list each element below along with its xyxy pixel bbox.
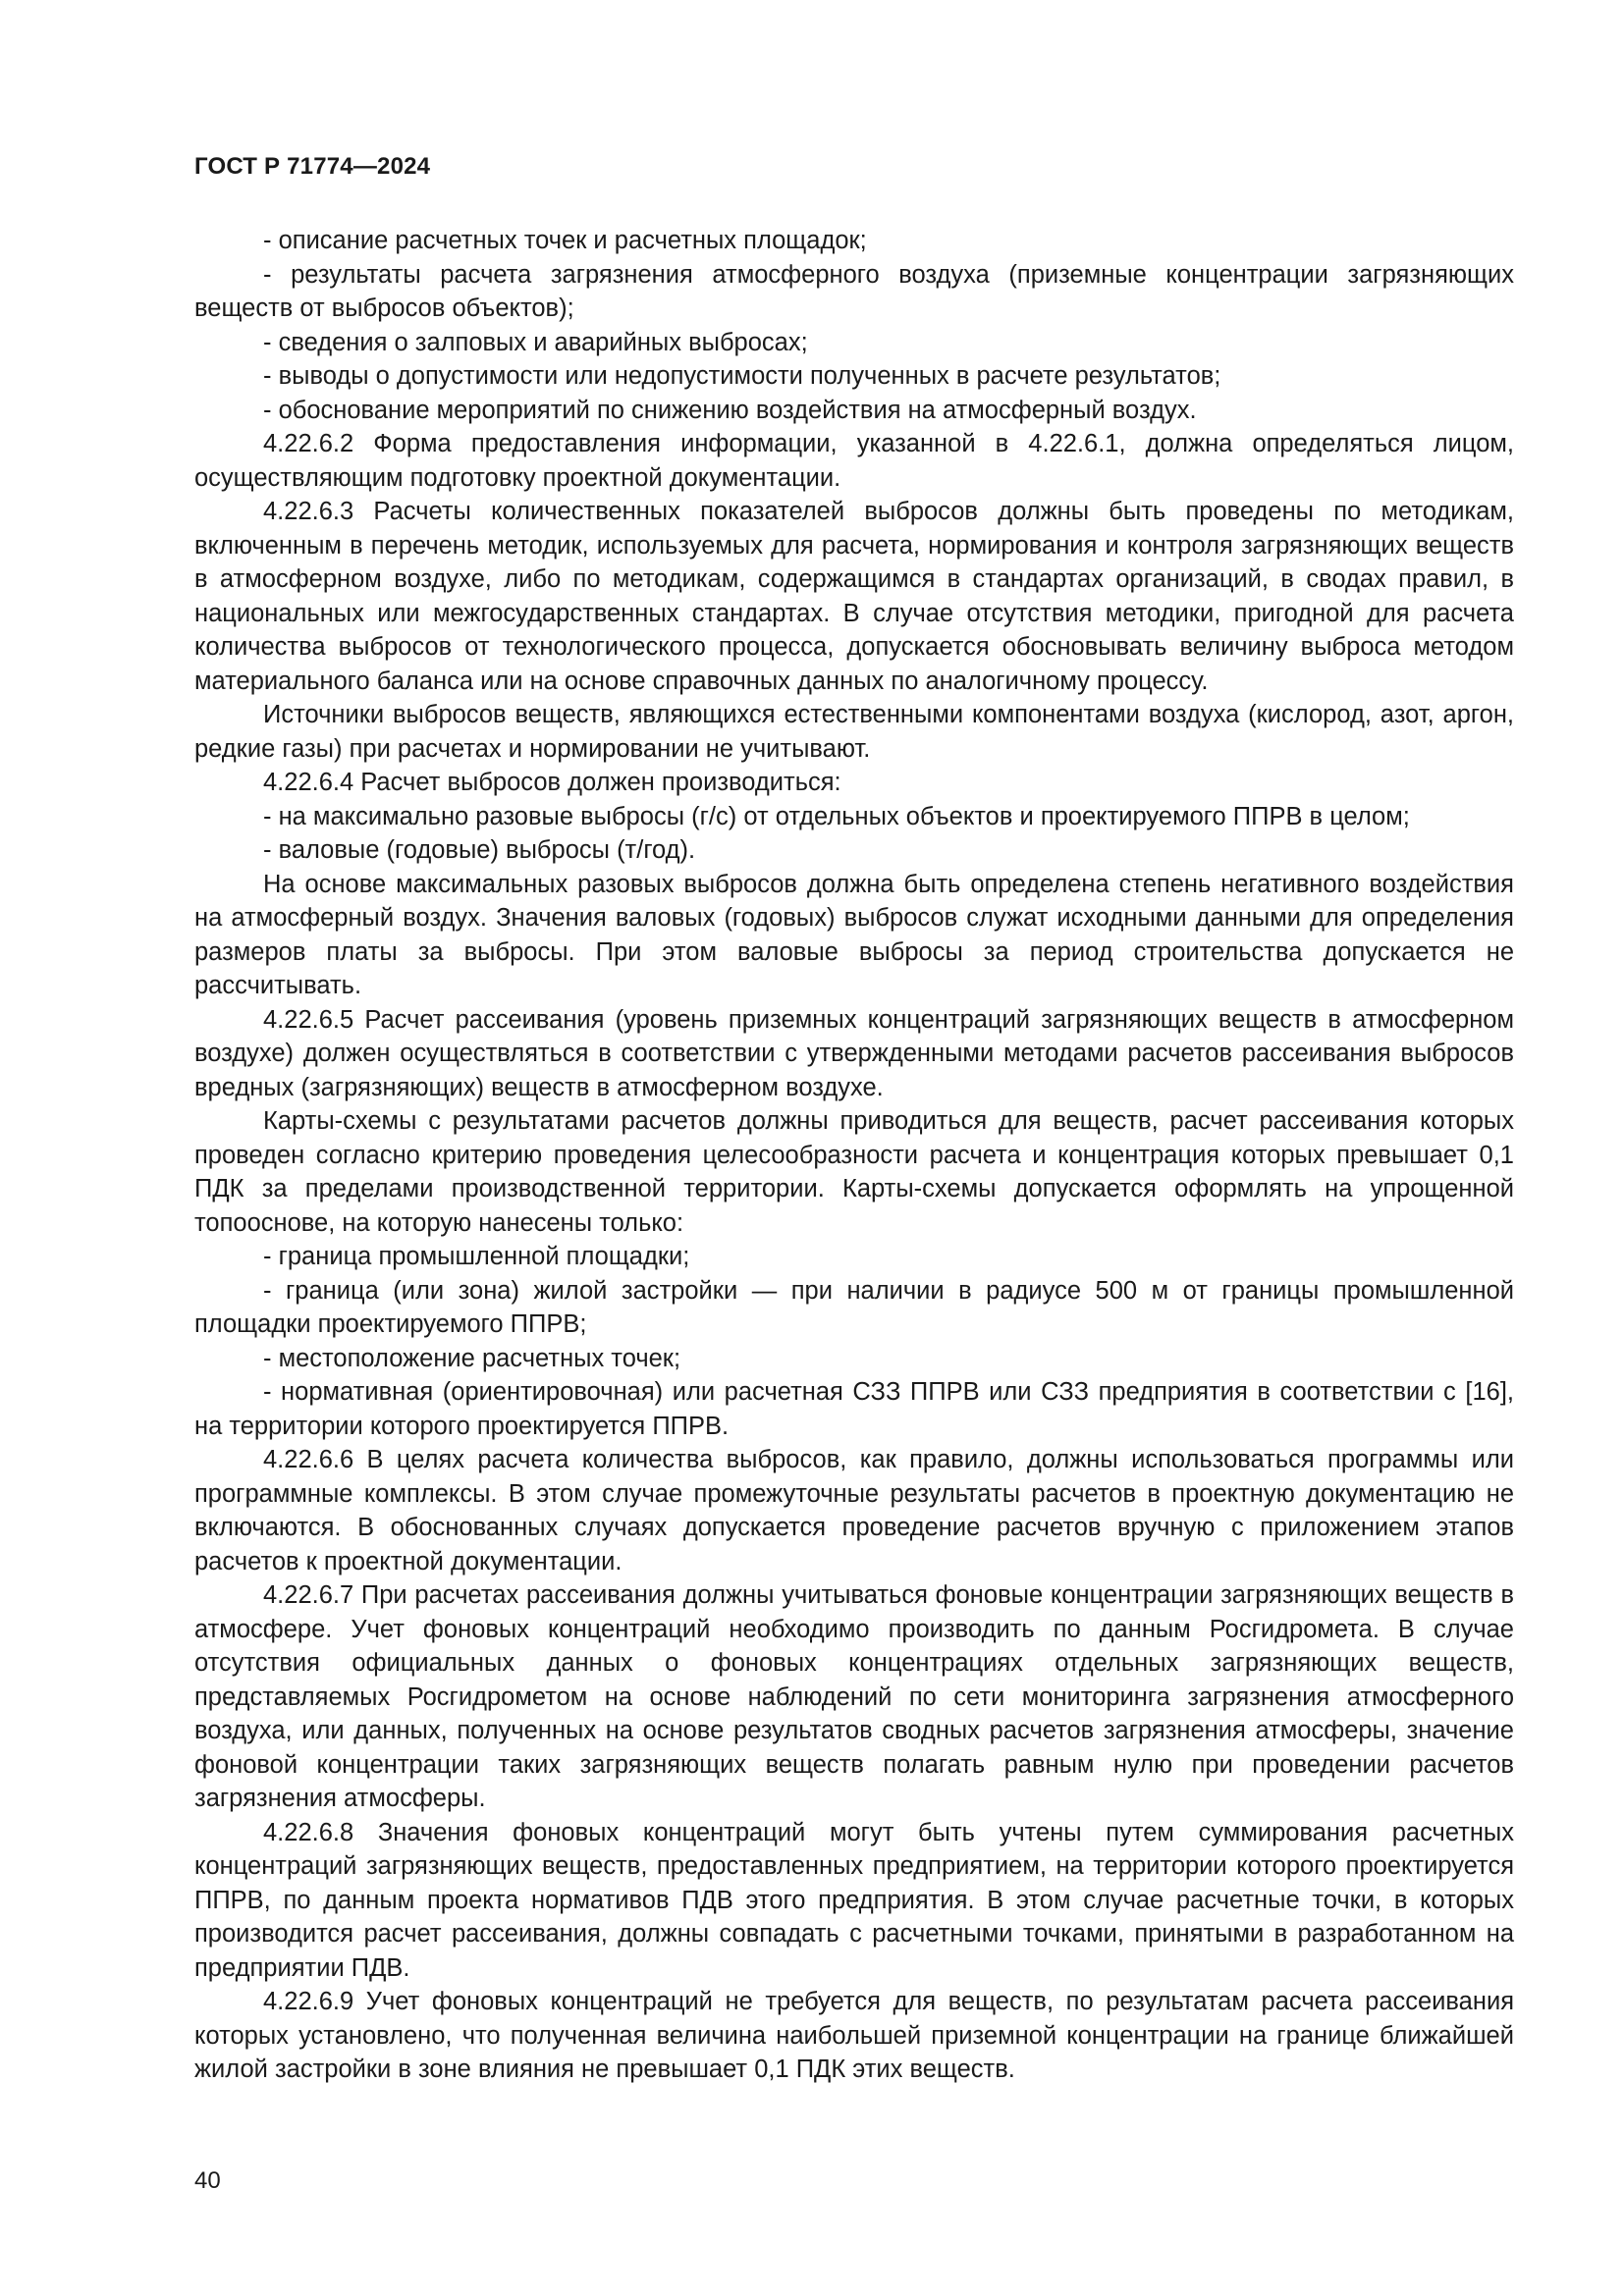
paragraph: Карты-схемы с результатами расчетов должны приводиться для веществ, расчет рассеивания которых проведен согласно критерию проведения целесообразности расчета и концентрация которых превышает 0,1 ПДК за пределами производственной территории. Карты-схемы допускается оформлять на упрощенной топооснове, на которую нанесены только: [194,1107,1514,1237]
clause-4-22-6-5: 4.22.6.5 Расчет рассеивания (уровень приземных концентраций загрязняющих веществ в атмосферном воздухе) должен осуществляться в соответствии с утвержденными методами расчетов рассеивания выбросов вредных (загрязняющих) веществ в атмосферном воздухе. [194,1005,1514,1101]
list-item: - граница промышленной площадки; [263,1243,690,1270]
list-item: - результаты расчета загрязнения атмосферного воздуха (приземные концентрации загрязняющих веществ от выбросов объектов); [194,260,1514,322]
clause-4-22-6-6: 4.22.6.6 В целях расчета количества выбросов, как правило, должны использоваться программы или программные комплексы. В этом случае промежуточные результаты расчетов в проектную документацию не включаются. В обоснованных случаях допускается проведение расчетов вручную с приложением этапов расчетов к проектной документации. [194,1446,1514,1575]
paragraph: Источники выбросов веществ, являющихся естественными компонентами воздуха (кислород, азот, аргон, редкие газы) при расчетах и нормировании не учитывают. [194,701,1514,763]
list-item: - местоположение расчетных точек; [263,1344,681,1372]
paragraph: На основе максимальных разовых выбросов должна быть определена степень негативного воздействия на атмосферный воздух. Значения валовых (годовых) выбросов служат исходными данными для определения размеров платы за выбросы. При этом валовые выбросы за период строительства допускается не рассчитывать. [194,870,1514,999]
page-number: 40 [194,2167,221,2194]
list-item: - сведения о залповых и аварийных выбросах; [263,328,808,356]
clause-4-22-6-4: 4.22.6.4 Расчет выбросов должен производиться: [263,769,841,796]
list-item: - на максимально разовые выбросы (г/с) от отдельных объектов и проектируемого ППРВ в целом; [263,802,1410,830]
list-item: - описание расчетных точек и расчетных площадок; [263,227,867,254]
list-item: - валовые (годовые) выбросы (т/год). [263,836,696,864]
clause-4-22-6-2: 4.22.6.2 Форма предоставления информации, указанной в 4.22.6.1, должна определяться лицом, осуществляющим подготовку проектной документации. [194,430,1514,492]
list-item: - обоснование мероприятий по снижению воздействия на атмосферный воздух. [263,396,1197,424]
document-body [194,224,1514,2087]
clause-4-22-6-9: 4.22.6.9 Учет фоновых концентраций не требуется для веществ, по результатам расчета рассеивания которых установлено, что полученная величина наибольшей приземной концентрации на границе ближайшей жилой застройки в зоне влияния не превышает 0,1 ПДК этих веществ. [194,1988,1514,2083]
document-header: ГОСТ Р 71774—2024 [194,153,431,180]
clause-4-22-6-8: 4.22.6.8 Значения фоновых концентраций могут быть учтены путем суммирования расчетных концентраций загрязняющих веществ, предоставленных предприятием, на территории которого проектируется ППРВ, по данным проекта нормативов ПДВ этого предприятия. В этом случае расчетные точки, в которых производится расчет рассеивания, должны совпадать с расчетными точками, принятыми в разработанном на предприятии ПДВ. [194,1818,1514,1982]
list-item: - нормативная (ориентировочная) или расчетная СЗЗ ППРВ или СЗЗ предприятия в соответствии с [16], на территории которого проектируется ППРВ. [194,1378,1514,1440]
list-item: - выводы о допустимости или недопустимости полученных в расчете результатов; [263,362,1221,390]
clause-4-22-6-3: 4.22.6.3 Расчеты количественных показателей выбросов должны быть проведены по методикам, включенным в перечень методик, используемых для расчета, нормирования и контроля загрязняющих веществ в атмосферном воздухе, либо по методикам, содержащимся в стандартах организаций, в сводах правил, в национальных или межгосударственных стандартах. В случае отсутствия методики, пригодной для расчета количества выбросов от технологического процесса, допускается обосновывать величину выброса методом материального баланса или на основе справочных данных по аналогичному процессу. [194,498,1514,695]
list-item: - граница (или зона) жилой застройки — при наличии в радиусе 500 м от границы промышленной площадки проектируемого ППРВ; [194,1276,1514,1338]
clause-4-22-6-7: 4.22.6.7 При расчетах рассеивания должны учитываться фоновые концентрации загрязняющих веществ в атмосфере. Учет фоновых концентраций необходимо производить по данным Росгидромета. В случае отсутствия официальных данных о фоновых концентрациях отдельных загрязняющих веществ, представляемых Росгидрометом на основе наблюдений по сети мониторинга загрязнения атмосферного воздуха, или данных, полученных на основе результатов сводных расчетов загрязнения атмосферы, значение фоновой концентрации таких загрязняющих веществ полагать равным нулю при проведении расчетов загрязнения атмосферы. [194,1581,1514,1812]
